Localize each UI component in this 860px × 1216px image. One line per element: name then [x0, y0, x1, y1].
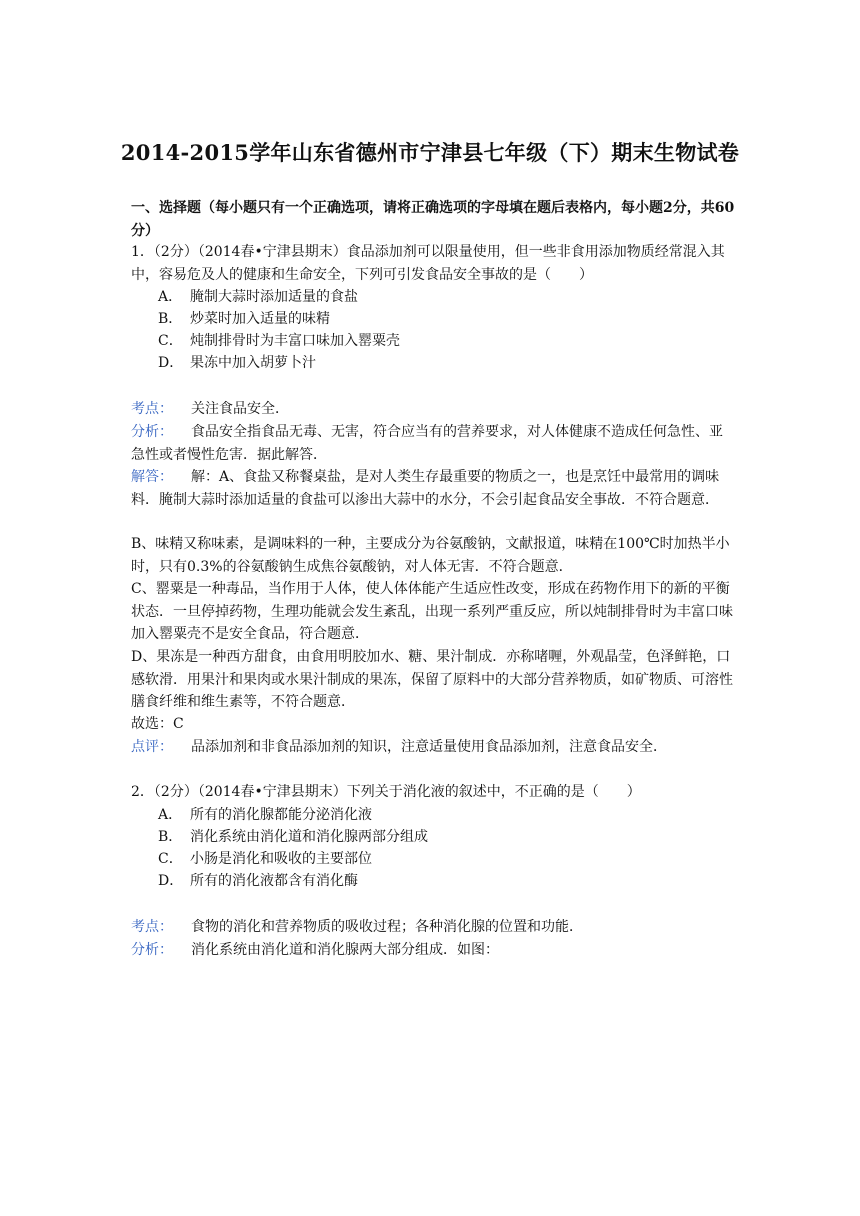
fenxi-label: 分析：: [131, 942, 173, 958]
q2-kaodian: [131, 916, 733, 939]
q1-option-b: [158, 308, 330, 331]
option-letter: A．: [158, 807, 183, 823]
option-text: 炖制排骨时为丰富口味加入罂粟壳: [190, 333, 400, 349]
jieda-label: 解答：: [131, 469, 173, 485]
q2-option-b: [158, 826, 428, 849]
q1-explain-d: D、果冻是一种西方甜食，由食用明胶加水、糖、果汁制成．亦称啫喱，外观晶莹，色泽鲜艳，口感软滑．用果汁和果肉或水果汁制成的果冻，保留了原料中的大部分营养物质，如矿物质、可溶性膳食纤维和维生素等，不符合题意．: [131, 649, 733, 710]
option-letter: A．: [158, 289, 183, 305]
q1-option-d: [158, 352, 316, 375]
dianping-label: 点评：: [131, 739, 173, 755]
q1-dianping: [131, 736, 733, 759]
section-heading: 一、选择题（每小题只有一个正确选项，请将正确选项的字母填在题后表格内，每小题2分，共60分）: [131, 200, 735, 239]
option-letter: B．: [158, 829, 183, 845]
option-text: 所有的消化腺都能分泌消化液: [190, 807, 372, 823]
kaodian-text: 关注食品安全．: [191, 401, 289, 417]
page-title: 2014-2015学年山东省德州市宁津县七年级（下）期末生物试卷: [120, 140, 740, 165]
q1-explain-b: B、味精又称味素，是调味料的一种，主要成分为谷氨酸钠，文献报道，味精在100℃时加热半小时，只有0.3%的谷氨酸钠生成焦谷氨酸钠，对人体无害．不符合题意．: [131, 536, 730, 575]
option-letter: B．: [158, 311, 183, 327]
kaodian-label: 考点：: [131, 401, 173, 417]
q2-option-a: [158, 804, 372, 827]
fenxi-text: 消化系统由消化道和消化腺两大部分组成．如图：: [191, 942, 499, 958]
q1-kaodian: [131, 398, 733, 421]
fenxi-text: 食品安全指食品无毒、无害，符合应当有的营养要求，对人体健康不造成任何急性、亚急性或者慢性危害．据此解答．: [131, 424, 723, 463]
option-text: 果冻中加入胡萝卜汁: [190, 355, 316, 371]
q1-option-c: [158, 330, 400, 353]
q1-fenxi: [131, 421, 733, 466]
option-letter: C．: [158, 851, 183, 867]
question-1-stem: 1．（2分）（2014春•宁津县期末）食品添加剂可以限量使用，但一些非食用添加物质经常混入其中，容易危及人的健康和生命安全，下列可引发食品安全事故的是（ ）: [131, 244, 725, 283]
jieda-text: 解：A、食盐又称餐桌盐，是对人类生存最重要的物质之一，也是烹饪中最常用的调味料．腌制大蒜时添加适量的食盐可以渗出大蒜中的水分，不会引起食品安全事故．不符合题意．: [131, 469, 720, 508]
option-text: 炒菜时加入适量的味精: [190, 311, 330, 327]
q2-fenxi: [131, 939, 733, 962]
q1-option-a: [158, 286, 358, 309]
option-letter: C．: [158, 333, 183, 349]
option-text: 所有的消化液都含有消化酶: [190, 873, 358, 889]
option-text: 消化系统由消化道和消化腺两部分组成: [190, 829, 428, 845]
kaodian-text: 食物的消化和营养物质的吸收过程；各种消化腺的位置和功能．: [191, 919, 583, 935]
option-text: 小肠是消化和吸收的主要部位: [190, 851, 372, 867]
dianping-text: 品添加剂和非食品添加剂的知识，注意适量使用食品添加剂，注意食品安全．: [191, 739, 667, 755]
q1-answer: 故选：C: [131, 716, 184, 732]
q1-jieda: [131, 466, 733, 511]
q2-option-c: [158, 848, 372, 871]
q1-explain-c: C、罂粟是一种毒品，当作用于人体，使人体体能产生适应性改变，形成在药物作用下的新的平衡状态．一旦停掉药物，生理功能就会发生紊乱，出现一系列严重反应，所以炖制排骨时为丰富口味加入罂粟壳不是安全食品，符合题意．: [131, 581, 733, 642]
option-letter: D．: [158, 355, 184, 371]
kaodian-label: 考点：: [131, 919, 173, 935]
question-2-stem: 2．（2分）（2014春•宁津县期末）下列关于消化液的叙述中，不正确的是（ ）: [131, 784, 641, 800]
q2-option-d: [158, 870, 358, 893]
option-text: 腌制大蒜时添加适量的食盐: [190, 289, 358, 305]
fenxi-label: 分析：: [131, 424, 173, 440]
option-letter: D．: [158, 873, 184, 889]
